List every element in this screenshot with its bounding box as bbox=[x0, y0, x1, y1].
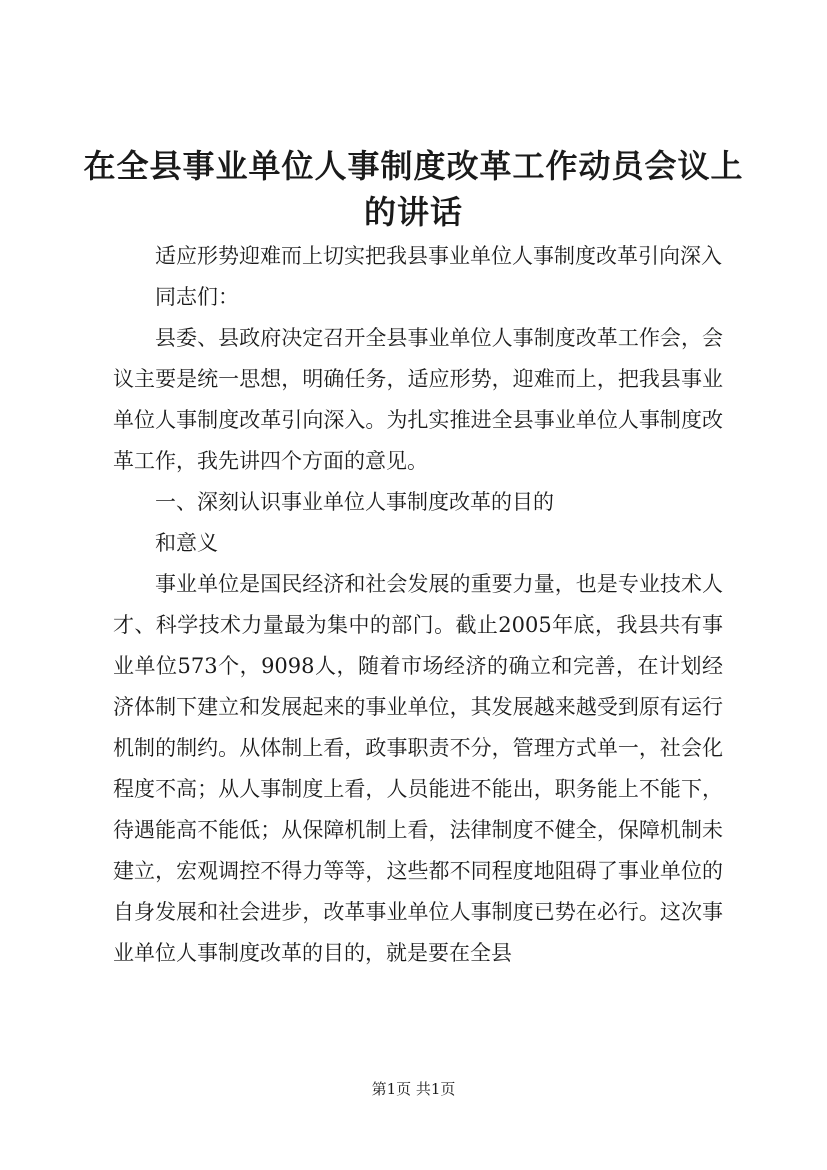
page-footer: 第1页 共1页 bbox=[371, 1080, 456, 1098]
document-title: 在全县事业单位人事制度改革工作动员会议上的讲话 bbox=[83, 147, 744, 231]
section-heading-line-2: 和意义 bbox=[155, 531, 218, 555]
body-paragraph: 事业单位是国民经济和社会发展的重要力量，也是专业技术人才、科学技术力量最为集中的部门。截止2005年底，我县共有事业单位573个，9098人，随着市场经济的确立和完善，在计划经济体制下建立和发展起来的事业单位，其发展越来越受到原有运行机制的制约。从体制上看，政事职责不分，管理方式单一，社会化程度不高；从人事制度上看，人员能进不能出，职务能上不能下，待遇能高不能低；从保障机制上看，法律制度不健全，保障机制未建立，宏观调控不得力等等，这些都不同程度地阻碍了事业单位的自身发展和社会进步，改革事业单位人事制度已势在必行。这次事业单位人事制度改革的目的，就是要在全县 bbox=[113, 572, 723, 965]
intro-paragraph: 县委、县政府决定召开全县事业单位人事制度改革工作会，会议主要是统一思想，明确任务，适应形势，迎难而上，把我县事业单位人事制度改革引向深入。为扎实推进全县事业单位人事制度改革工作，我先讲四个方面的意见。 bbox=[113, 326, 723, 473]
salutation-paragraph: 同志们： bbox=[155, 285, 239, 309]
section-heading-line-1: 一、深刻认识事业单位人事制度改革的目的 bbox=[155, 490, 554, 514]
document-body bbox=[113, 236, 723, 974]
subtitle-paragraph: 适应形势迎难而上切实把我县事业单位人事制度改革引向深入 bbox=[155, 244, 722, 268]
